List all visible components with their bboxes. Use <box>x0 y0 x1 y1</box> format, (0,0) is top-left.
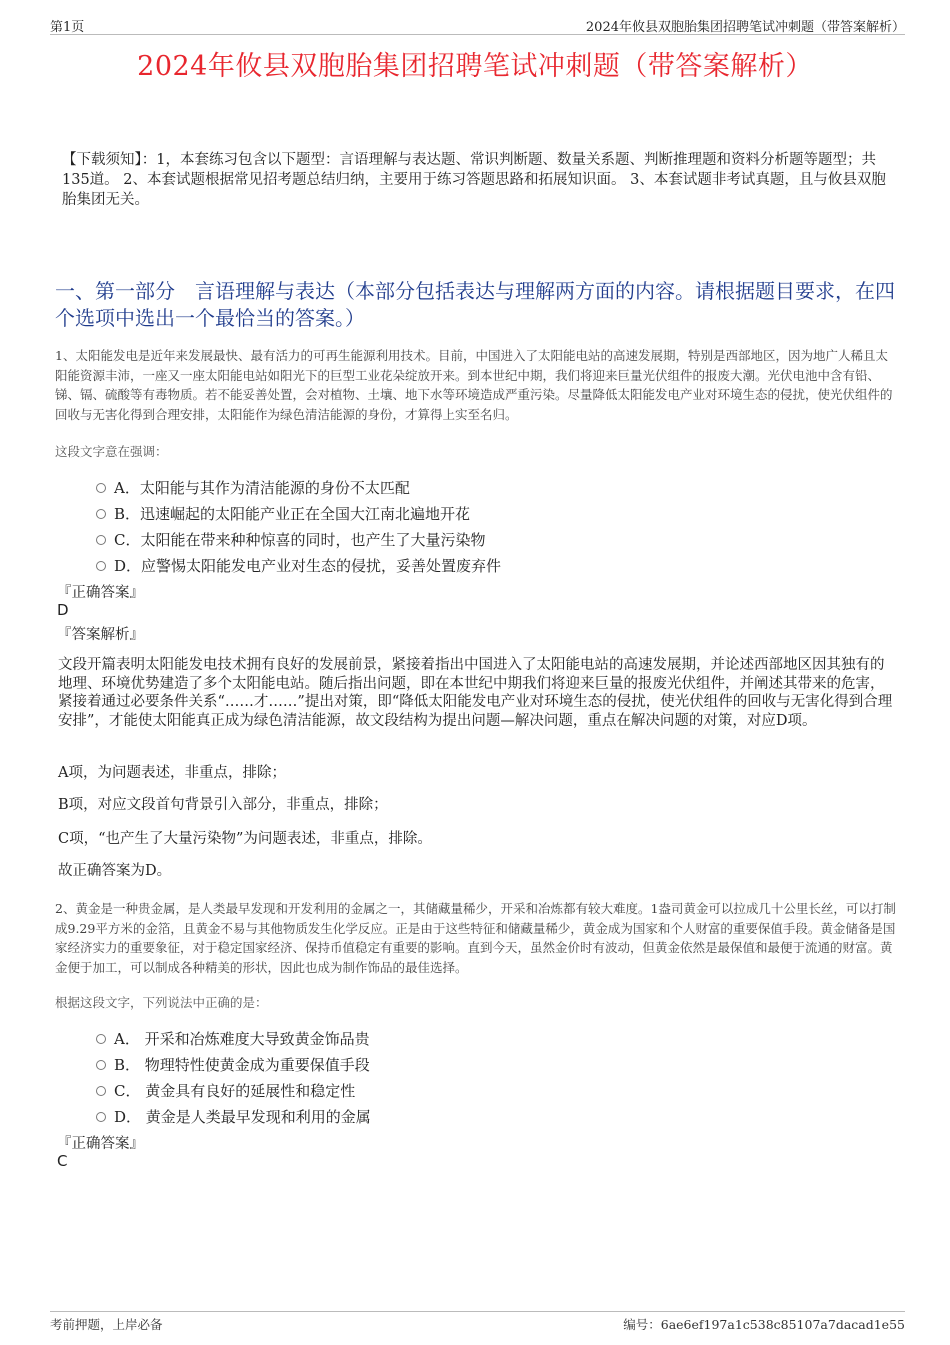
question-2-answer-label: 『正确答案』 <box>57 1136 144 1152</box>
question-1-note-c: C项，“也产生了大量污染物”为问题表述，非重点，排除。 <box>58 831 432 847</box>
header-doc-title: 2024年攸县双胞胎集团招聘笔试冲刺题（带答案解析） <box>585 20 905 35</box>
radio-icon[interactable] <box>96 561 106 571</box>
radio-icon[interactable] <box>96 483 106 493</box>
question-2-option-a[interactable] <box>96 1028 370 1049</box>
question-1-answer: D <box>57 601 69 619</box>
page-header <box>50 14 905 35</box>
option-label: B． 物理特性使黄金成为重要保值手段 <box>114 1056 370 1074</box>
radio-icon[interactable] <box>96 1060 106 1070</box>
question-2-prompt: 根据这段文字，下列说法中正确的是： <box>55 995 268 1010</box>
question-2-text: 2、黄金是一种贵金属，是人类最早发现和开发利用的金属之一，其储藏量稀少，开采和冶炼都有较大难度。1盎司黄金可以拉成几十公里长丝，可以打制成9.29平方米的金箔，且黄金不易与其他物质发生化学反应。正是由于这些特征和储藏量稀少，黄金成为国家和个人财富的重要保值手段。黄金储备是国家经济实力的重要象征，对于稳定国家经济、保持币值稳定有重要的影响。直到今天，虽然金价时有波动，但黄金依然是最保值和最便于流通的财富。黄金便于加工，可以制成各种精美的形状，因此也成为制作饰品的最佳选择。 <box>55 901 896 975</box>
question-1-option-a[interactable] <box>96 477 410 498</box>
download-notice: 【下载须知】：1，本套练习包含以下题型：言语理解与表达题、常识判断题、数量关系题、判断推理题和资料分析题等题型；共135道。 2、本套试题根据常见招考题总结归纳，主要用于练习答题思路和拓展知识面。 3、本套试题非考试真题，且与攸县双胞胎集团无关。 <box>62 152 886 208</box>
radio-icon[interactable] <box>96 1034 106 1044</box>
question-1-option-b[interactable] <box>96 503 470 524</box>
question-1-option-c[interactable] <box>96 529 485 550</box>
question-1-analysis: 文段开篇表明太阳能发电技术拥有良好的发展前景，紧接着指出中国进入了太阳能电站的高速发展期，并论述西部地区因其独有的地理、环境优势建造了多个太阳能电站。随后指出问题，即在本世纪中期我们将迎来巨量的报废光伏组件，并阐述其带来的危害，紧接着通过必要条件关系“……才……”提出对策，即“降低太阳能发电产业对环境生态的侵扰，使光伏组件的回收与无害化得到合理安排”，才能使太阳能真正成为绿色清洁能源，故文段结构为提出问题—解决问题，重点在解决问题的对策，对应D项。 <box>58 657 893 729</box>
radio-icon[interactable] <box>96 1112 106 1122</box>
question-2-option-d[interactable] <box>96 1106 371 1127</box>
question-1-answer-label: 『正确答案』 <box>57 585 144 601</box>
question-1-note-b: B项，对应文段首句背景引入部分，非重点，排除； <box>58 797 388 813</box>
question-1-option-d[interactable] <box>96 555 501 576</box>
option-label: D． 黄金是人类最早发现和利用的金属 <box>114 1108 371 1126</box>
radio-icon[interactable] <box>96 535 106 545</box>
document-title: 2024年攸县双胞胎集团招聘笔试冲刺题（带答案解析） <box>137 51 813 82</box>
option-label: B．迅速崛起的太阳能产业正在全国大江南北遍地开花 <box>114 505 471 523</box>
question-2-option-b[interactable] <box>96 1054 370 1075</box>
question-1-text: 1、太阳能发电是近年来发展最快、最有活力的可再生能源利用技术。目前，中国进入了太阳能电站的高速发展期，特别是西部地区，因为地广人稀且太阳能资源丰沛，一座又一座太阳能电站如阳光下的巨型工业花朵绽放开来。到本世纪中期，我们将迎来巨量光伏组件的报废大潮。光伏电池中含有铅、锑、镉、硫酸等有毒物质。若不能妥善处置，会对植物、土壤、地下水等环境造成严重污染。尽量降低太阳能发电产业对环境生态的侵扰，使光伏组件的回收与无害化得到合理安排，太阳能作为绿色清洁能源的身份，才算得上实至名归。 <box>55 348 893 422</box>
question-2-option-c[interactable] <box>96 1080 355 1101</box>
option-label: A．太阳能与其作为清洁能源的身份不太匹配 <box>114 479 410 497</box>
question-2-answer: C <box>57 1152 68 1170</box>
question-1-note-a: A项，为问题表述，非重点，排除； <box>58 765 286 781</box>
option-label: C．太阳能在带来种种惊喜的同时，也产生了大量污染物 <box>114 531 486 549</box>
section-heading: 一、第一部分 言语理解与表达（本部分包括表达与理解两方面的内容。请根据题目要求，在四个选项中选出一个最恰当的答案。） <box>55 279 895 330</box>
option-label: A． 开采和冶炼难度大导致黄金饰品贵 <box>114 1030 370 1048</box>
page-footer <box>50 1311 905 1332</box>
footer-slogan: 考前押题，上岸必备 <box>50 1317 163 1332</box>
footer-doc-id: 编号：6ae6ef197a1c538c85107a7dacad1e55 <box>623 1317 905 1332</box>
question-1-analysis-label: 『答案解析』 <box>57 627 144 643</box>
radio-icon[interactable] <box>96 1086 106 1096</box>
page-number: 第1页 <box>50 20 85 35</box>
question-1-prompt: 这段文字意在强调： <box>55 444 168 459</box>
option-label: C． 黄金具有良好的延展性和稳定性 <box>114 1082 356 1100</box>
radio-icon[interactable] <box>96 509 106 519</box>
question-1-conclusion: 故正确答案为D。 <box>58 863 172 879</box>
option-label: D．应警惕太阳能发电产业对生态的侵扰，妥善处置废弃件 <box>114 557 502 575</box>
